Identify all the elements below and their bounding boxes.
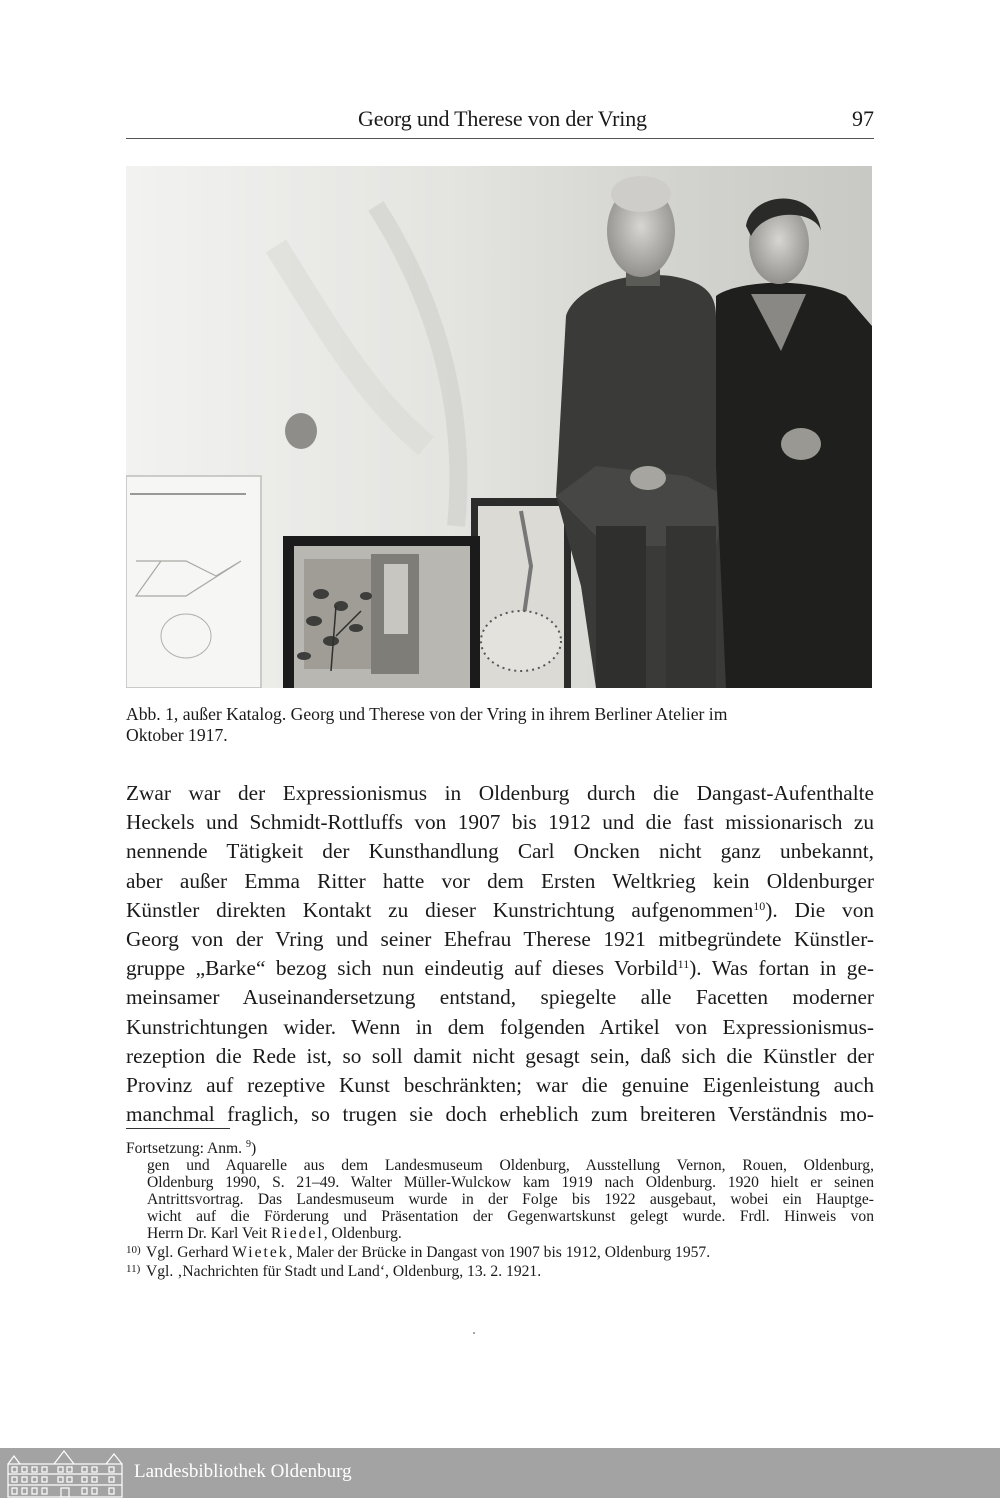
footnote-text: Herrn Dr. Karl Veit	[147, 1225, 271, 1243]
running-title: Georg und Therese von der Vring	[358, 106, 647, 131]
photograph	[126, 166, 872, 688]
body-text-fragment: ). Was fortan in ge-	[689, 956, 874, 981]
footnote-number: 11)	[126, 1263, 141, 1276]
library-building-icon	[6, 1450, 124, 1498]
library-name[interactable]: Landesbibliothek Oldenburg	[134, 1461, 352, 1482]
footnote-11	[126, 1261, 874, 1280]
body-text-fragment: gruppe „Barke“ bezog sich nun eindeutig auf dieses Vorbild	[126, 956, 678, 981]
body-line: Provinz auf rezeptive Kunst beschränkten; war die genuine Eigenleistung auch	[126, 1073, 874, 1098]
footnote-ref-10[interactable]: 10	[753, 898, 766, 913]
library-footer-bar	[0, 1448, 1000, 1498]
footnote-ref-11[interactable]: 11	[677, 957, 690, 972]
footnotes	[126, 1136, 874, 1280]
footnote-continuation-label	[126, 1136, 874, 1157]
page-number: 97	[852, 106, 874, 131]
footnote-text: Vgl. ‚Nachrichten für Stadt und Land‘, Oldenburg, 13. 2. 1921.	[146, 1263, 542, 1281]
body-line	[126, 896, 874, 925]
footnote-author-name: Wietek	[232, 1244, 289, 1262]
body-text-fragment: ). Die von	[765, 897, 874, 922]
footnote-text: , Oldenburg.	[323, 1225, 402, 1243]
footnote-10	[126, 1242, 874, 1261]
footnote-text: Vgl. Gerhard	[146, 1244, 233, 1262]
body-line: rezeption die Rede ist, so soll damit nicht gesagt sein, daß sich die Künstler der	[126, 1043, 874, 1068]
footnote-line: Antrittsvortrag. Das Landesmuseum wurde in der Folge bis 1922 ausgebaut, wobei ein Hauptge-	[147, 1191, 874, 1209]
body-line: meinsamer Auseinandersetzung entstand, spiegelte alle Facetten moderner	[126, 985, 874, 1010]
body-line: manchmal fraglich, so trugen sie doch erheblich zum breiteren Verständnis mo-	[126, 1102, 874, 1127]
footnote-text: , Maler der Brücke in Dangast von 1907 bis 1912, Oldenburg 1957.	[288, 1244, 711, 1262]
body-text-fragment: Künstler direkten Kontakt zu dieser Kunstrichtung aufgenommen	[126, 897, 754, 922]
body-line: aber außer Emma Ritter hatte vor dem Ersten Weltkrieg kein Oldenburger	[126, 868, 874, 893]
body-line: nennende Tätigkeit der Kunsthandlung Carl Oncken nicht ganz unbekannt,	[126, 839, 874, 864]
body-paragraph	[126, 779, 874, 1129]
body-line: Zwar war der Expressionismus in Oldenburg durch die Dangast-Aufenthalte	[126, 781, 874, 805]
footnote-line	[126, 1225, 874, 1242]
label-text: )	[250, 1140, 257, 1158]
footnote-author-name: Riedel	[271, 1225, 324, 1243]
body-line	[126, 954, 874, 983]
footnote-line: gen und Aquarelle aus dem Landesmuseum Oldenburg, Ausstellung Vernon, Rouen, Oldenburg,	[147, 1157, 874, 1175]
footnote-ref-9[interactable]: 9	[245, 1139, 251, 1150]
footnote-divider	[126, 1128, 230, 1129]
caption-line: Abb. 1, außer Katalog. Georg und Therese von der Vring in ihrem Berliner Atelier im	[126, 704, 728, 724]
label-text: Fortsetzung: Anm.	[126, 1140, 246, 1158]
body-line: Heckels und Schmidt-Rottluffs von 1907 bis 1912 und die fast missionarisch zu	[126, 810, 874, 835]
footnote-line: Oldenburg 1990, S. 21–49. Walter Müller-Wulckow kam 1919 nach Oldenburg. 1920 hielt er seinen	[147, 1174, 874, 1192]
scan-speck	[473, 1332, 475, 1334]
caption-line: Oktober 1917.	[126, 725, 228, 745]
running-head	[126, 104, 874, 139]
photo-image	[126, 166, 872, 688]
footnote-number: 10)	[126, 1244, 141, 1257]
body-line: Georg von der Vring und seiner Ehefrau Therese 1921 mitbegründete Künstler-	[126, 927, 874, 952]
body-line: Kunstrichtungen wider. Wenn in dem folgenden Artikel von Expressionismus-	[126, 1014, 874, 1039]
footnote-line: wicht auf die Förderung und Präsentation der Gegenwartskunst gelegt wurde. Frdl. Hinweis von	[147, 1208, 874, 1226]
figure-caption	[126, 704, 874, 746]
